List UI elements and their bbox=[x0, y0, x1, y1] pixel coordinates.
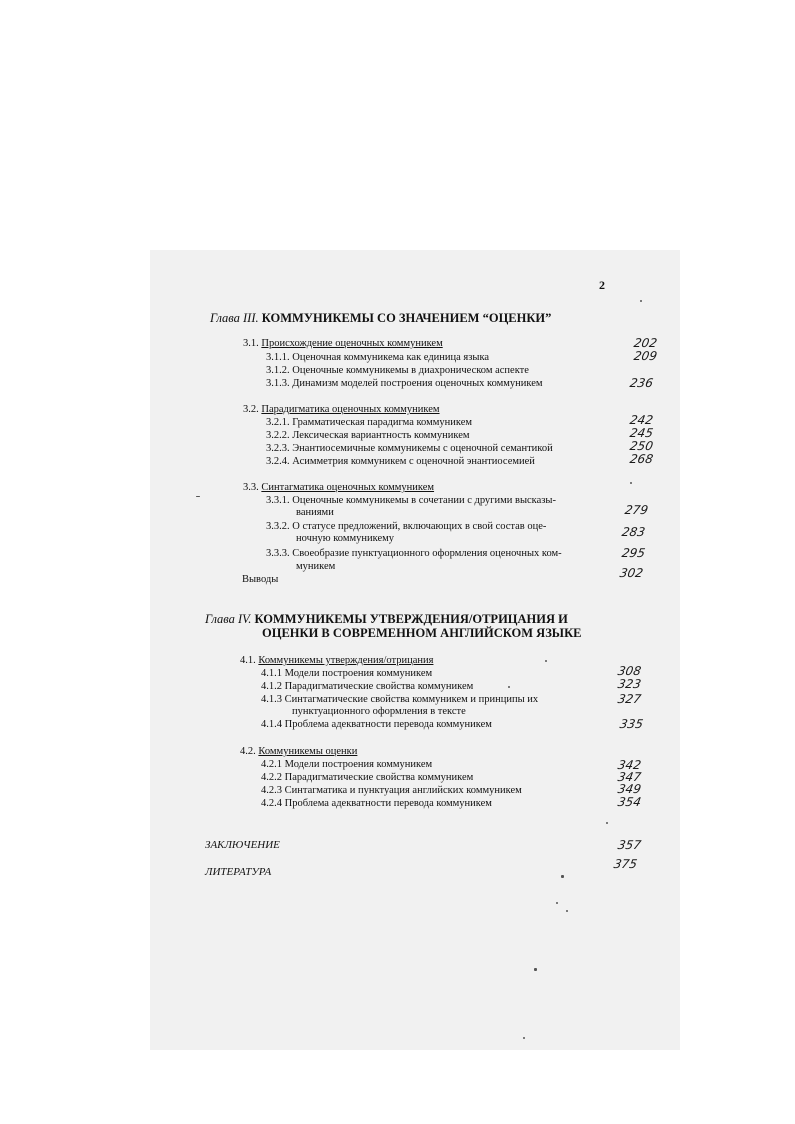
scan-speck bbox=[630, 482, 632, 484]
literature-entry: ЛИТЕРАТУРА bbox=[205, 866, 272, 878]
section-num: 4.1. bbox=[240, 655, 256, 666]
toc-entry: 4.1.4 Проблема адекватности перевода коммуникем bbox=[261, 719, 492, 730]
toc-entry-cont: пунктуационного оформления в тексте bbox=[292, 706, 466, 717]
conclusion-entry: ЗАКЛЮЧЕНИЕ bbox=[205, 839, 280, 851]
scan-speck bbox=[561, 875, 564, 878]
handwritten-page: 202 bbox=[632, 336, 659, 350]
toc-entry: 3.2.4. Асимметрия коммуникем с оценочной энантиосемией bbox=[266, 456, 535, 467]
handwritten-page: 323 bbox=[616, 677, 643, 691]
toc-entry: 4.1.2 Парадигматические свойства коммуникем bbox=[261, 681, 474, 692]
scan-speck bbox=[556, 902, 558, 904]
toc-entry: 4.2.3 Синтагматика и пунктуация английских коммуникем bbox=[261, 785, 522, 796]
chapter-4-title-line2: ОЦЕНКИ В СОВРЕМЕННОМ АНГЛИЙСКОМ ЯЗЫКЕ bbox=[262, 626, 582, 640]
handwritten-page: 250 bbox=[628, 439, 655, 453]
scan-speck bbox=[534, 968, 537, 971]
chapter-3-title: КОММУНИКЕМЫ СО ЗНАЧЕНИЕМ “ОЦЕНКИ” bbox=[261, 311, 552, 325]
section-num: 3.2. bbox=[243, 404, 259, 415]
handwritten-page: 327 bbox=[616, 692, 643, 706]
section-num: 3.1. bbox=[243, 338, 259, 349]
toc-entry: 3.2.3. Энантиосемичные коммуникемы с оценочной семантикой bbox=[266, 443, 553, 454]
toc-entry: 3.1.2. Оценочные коммуникемы в диахроническом аспекте bbox=[266, 365, 529, 376]
conclusions-entry: Выводы bbox=[242, 574, 279, 585]
toc-entry: 3.1.1. Оценочная коммуникема как единица языка bbox=[266, 352, 490, 363]
handwritten-page: 242 bbox=[628, 413, 655, 427]
handwritten-page: 342 bbox=[616, 758, 643, 772]
scan-speck bbox=[196, 496, 200, 497]
handwritten-page: 283 bbox=[620, 525, 647, 539]
handwritten-page: 335 bbox=[618, 717, 645, 731]
section-title: Синтагматика оценочных коммуникем bbox=[261, 482, 435, 493]
chapter-3-prefix: Глава III. bbox=[210, 311, 259, 325]
handwritten-page: 268 bbox=[628, 452, 655, 466]
handwritten-page: 349 bbox=[616, 782, 643, 796]
section-3-1 bbox=[243, 338, 443, 350]
handwritten-page: 354 bbox=[616, 795, 643, 809]
chapter-4-heading bbox=[205, 613, 568, 625]
handwritten-page: 209 bbox=[632, 349, 659, 363]
section-title: Коммуникемы утверждения/отрицания bbox=[258, 655, 434, 666]
toc-entry: 3.2.1. Грамматическая парадигма коммуникем bbox=[266, 417, 473, 428]
section-3-3 bbox=[243, 482, 434, 494]
toc-entry: 3.2.2. Лексическая вариантность коммуникем bbox=[266, 430, 470, 441]
scan-speck bbox=[640, 300, 642, 302]
section-num: 3.3. bbox=[243, 482, 259, 493]
toc-entry: 4.2.4 Проблема адекватности перевода коммуникем bbox=[261, 798, 492, 809]
scan-speck bbox=[545, 660, 547, 662]
handwritten-page: 357 bbox=[616, 838, 643, 852]
handwritten-page: 236 bbox=[628, 376, 655, 390]
chapter-4-title-line1: КОММУНИКЕМЫ УТВЕРЖДЕНИЯ/ОТРИЦАНИЯ И bbox=[254, 612, 568, 626]
handwritten-page: 295 bbox=[620, 546, 647, 560]
section-4-1 bbox=[240, 655, 433, 667]
toc-entry: 4.2.2 Парадигматические свойства коммуникем bbox=[261, 772, 474, 783]
handwritten-page: 279 bbox=[623, 503, 650, 517]
toc-entry-cont: ночную коммуникему bbox=[296, 533, 395, 544]
chapter-3-heading bbox=[210, 312, 551, 324]
toc-entry: 3.3.3. Своеобразие пунктуационного оформления оценочных ком- bbox=[266, 548, 562, 559]
handwritten-page: 347 bbox=[616, 770, 643, 784]
chapter-4-prefix: Глава IV. bbox=[205, 612, 252, 626]
handwritten-page: 308 bbox=[616, 664, 643, 678]
section-3-2 bbox=[243, 404, 440, 416]
scan-speck bbox=[508, 686, 510, 688]
section-title: Коммуникемы оценки bbox=[258, 746, 358, 757]
handwritten-page: 302 bbox=[618, 566, 645, 580]
scan-speck bbox=[523, 1037, 525, 1039]
section-title: Происхождение оценочных коммуникем bbox=[261, 338, 443, 349]
toc-entry: 3.1.3. Динамизм моделей построения оценочных коммуникем bbox=[266, 378, 543, 389]
handwritten-page: 375 bbox=[612, 857, 639, 871]
section-num: 4.2. bbox=[240, 746, 256, 757]
page-number: 2 bbox=[599, 278, 605, 292]
scan-speck bbox=[566, 910, 568, 912]
scan-speck bbox=[606, 822, 608, 824]
toc-entry: 4.1.3 Синтагматические свойства коммуникем и принципы их bbox=[261, 694, 539, 705]
toc-entry-cont: ваниями bbox=[296, 507, 334, 518]
toc-entry: 4.1.1 Модели построения коммуникем bbox=[261, 668, 433, 679]
toc-entry: 3.3.1. Оценочные коммуникемы в сочетании с другими высказы- bbox=[266, 495, 556, 506]
toc-entry: 3.3.2. О статусе предложений, включающих в свой состав оце- bbox=[266, 521, 547, 532]
section-4-2 bbox=[240, 746, 357, 758]
toc-entry: 4.2.1 Модели построения коммуникем bbox=[261, 759, 433, 770]
toc-entry-cont: муникем bbox=[296, 561, 336, 572]
handwritten-page: 245 bbox=[628, 426, 655, 440]
section-title: Парадигматика оценочных коммуникем bbox=[261, 404, 440, 415]
